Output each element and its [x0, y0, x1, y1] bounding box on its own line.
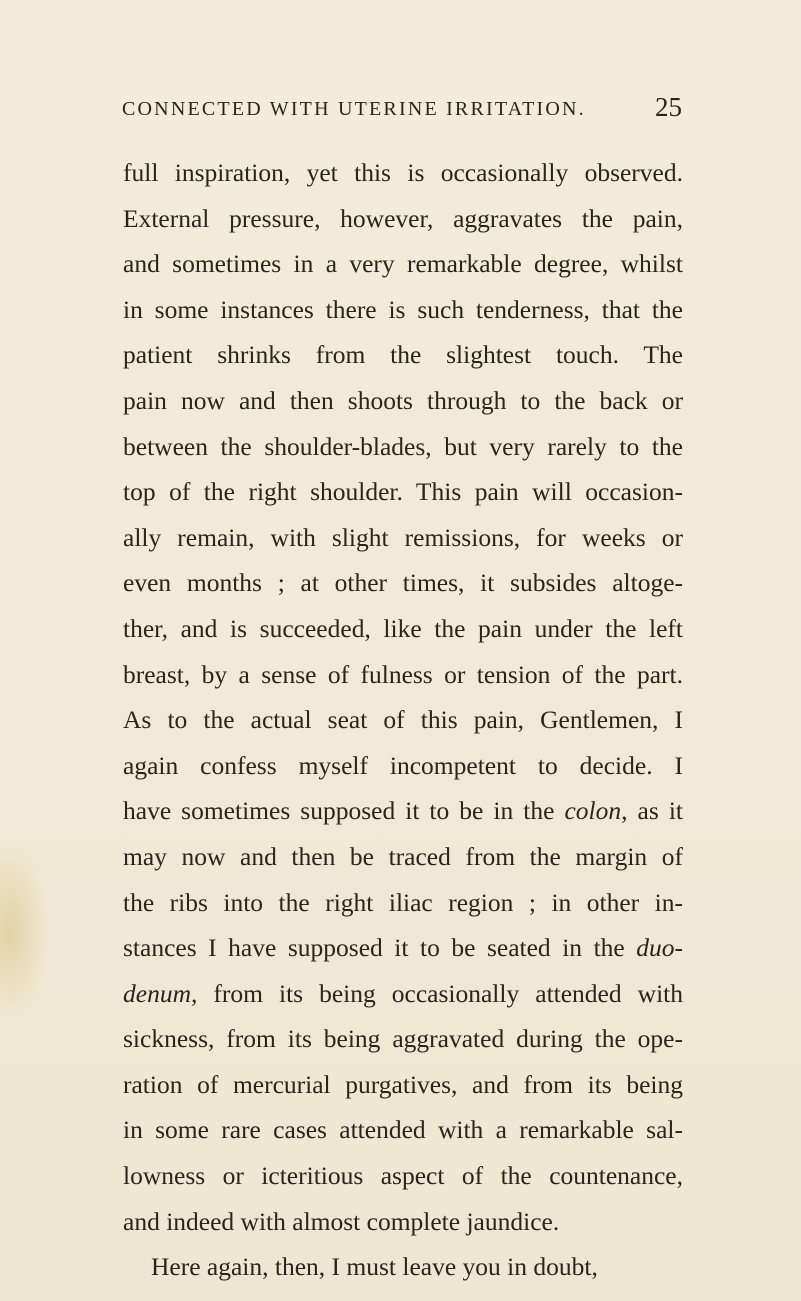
page-number: 25 — [655, 92, 682, 122]
text-line: ration of mercurial purgatives, and from its being — [123, 1069, 683, 1099]
text-line: ther, and is succeeded, like the pain under the left — [123, 613, 683, 643]
text-line — [123, 788, 683, 834]
text-line: pain now and then shoots through to the back or — [123, 385, 683, 415]
running-head — [122, 86, 682, 136]
text-line: the ribs into the right iliac region ; in other in- — [123, 887, 683, 917]
text-line: ally remain, with slight remissions, for weeks or — [123, 522, 683, 552]
text-line: breast, by a sense of fulness or tension of the part. — [123, 659, 683, 689]
text-line: As to the actual seat of this pain, Gentlemen, I — [123, 705, 683, 735]
text-line: patient shrinks from the slightest touch. The — [123, 340, 683, 370]
italic-term: duo- — [636, 933, 684, 963]
text-line: top of the right shoulder. This pain will occasion- — [123, 477, 683, 507]
text-line: sickness, from its being aggravated during the ope- — [123, 1024, 683, 1054]
text-line: in some rare cases attended with a remarkable sal- — [123, 1115, 683, 1145]
text-line: and indeed with almost complete jaundice. — [123, 1206, 560, 1236]
text-line — [123, 925, 683, 971]
italic-term: colon, — [564, 796, 628, 826]
text-line: lowness or icteritious aspect of the countenance, — [123, 1161, 683, 1191]
text-line — [123, 971, 683, 1017]
text-segment: have sometimes supposed it to be in the — [123, 796, 555, 826]
text-line: and sometimes in a very remarkable degree, whilst — [123, 249, 683, 279]
text-line: between the shoulder-blades, but very rarely to the — [123, 431, 683, 461]
text-line: Here again, then, I must leave you in doubt, — [151, 1252, 598, 1282]
text-line: again confess myself incompetent to decide. I — [123, 750, 683, 780]
running-title: CONNECTED WITH UTERINE IRRITATION. — [122, 98, 586, 120]
text-segment: as it — [627, 796, 683, 826]
text-line: even months ; at other times, it subsides altoge- — [123, 568, 683, 598]
text-segment: stances I have supposed it to be seated in the — [123, 933, 625, 963]
text-segment: from its being occasionally attended with — [197, 978, 683, 1008]
text-line: in some instances there is such tenderness, that the — [123, 294, 683, 324]
page-stain — [0, 840, 50, 1020]
text-line: may now and then be traced from the margin of — [123, 841, 683, 871]
body-text — [123, 150, 683, 1290]
text-line: full inspiration, yet this is occasionally observed. — [123, 158, 683, 187]
italic-term: denum, — [123, 978, 198, 1008]
text-line: External pressure, however, aggravates the pain, — [123, 203, 683, 233]
